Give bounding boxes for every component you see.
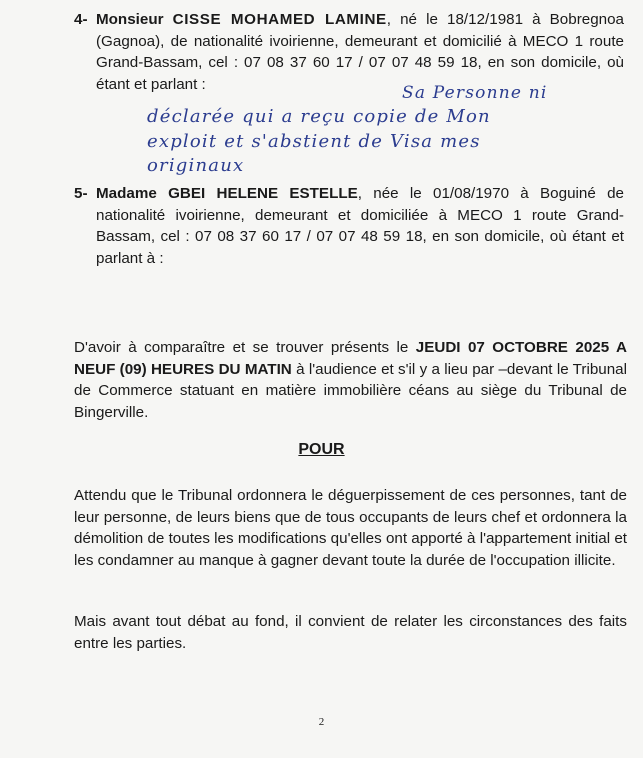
summons-paragraph	[74, 337, 627, 423]
party-5-number: 5-	[74, 185, 88, 202]
party-5-title: Madame	[96, 185, 157, 202]
handwritten-note-line-1: Sa Personne ni	[402, 83, 548, 103]
handwritten-note-line-3: exploit et s'abstient de Visa mes	[147, 131, 481, 152]
party-5-entry	[74, 183, 624, 269]
paragraph-1: Attendu que le Tribunal ordonnera le déguerpissement de ces personnes, tant de leur personne, de leurs biens que de tous occupants de leurs chef et ordonnera la démolition de toutes les modifications qu'elles ont apporté à l'appartement initial et les condamner au manque à gagner devant toute la durée de l'occupation illicite.	[74, 487, 627, 569]
summons-text-before: D'avoir à comparaître et se trouver présents le	[74, 339, 416, 356]
section-heading: POUR	[298, 441, 345, 458]
hearing-date: JEUDI 07 OCTOBRE 2025 A NEUF (09) HEURES DU MATIN	[74, 339, 627, 378]
party-4-text: , né le 18/12/1981 à Bobregnoa (Gagnoa), de nationalité ivoirienne, demeurant et domicilié à MECO 1 route Grand-Bassam, cel : 07 08 37 60 17 / 07 07 48 59 18, en son domicile, où étant et parlant :	[96, 11, 624, 93]
party-4-title: Monsieur	[96, 11, 164, 28]
party-4-number: 4-	[74, 11, 88, 28]
party-4-name: CISSE MOHAMED LAMINE	[172, 11, 387, 28]
summons-text-after: à l'audience et s'il y a lieu par –devant le Tribunal de Commerce statuant en matière immobilière céans au siège du Tribunal de Bingerville.	[74, 360, 627, 421]
party-5-text: , née le 01/08/1970 à Boguiné de nationalité ivoirienne, demeurant et domiciliée à MECO 1 route Grand-Bassam, cel : 07 08 37 60 17 / 07 07 48 59 18, en son domicile, où étant et parlant à :	[96, 185, 624, 267]
paragraph-2: Mais avant tout débat au fond, il convient de relater les circonstances des faits entre les parties.	[74, 613, 627, 652]
handwritten-note-line-4: originaux	[147, 155, 245, 176]
page-number: 2	[318, 716, 325, 728]
handwritten-note-line-2: déclarée qui a reçu copie de Mon	[147, 106, 491, 127]
party-5-name: GBEI HELENE ESTELLE	[168, 185, 358, 202]
party-5-body	[96, 183, 624, 269]
